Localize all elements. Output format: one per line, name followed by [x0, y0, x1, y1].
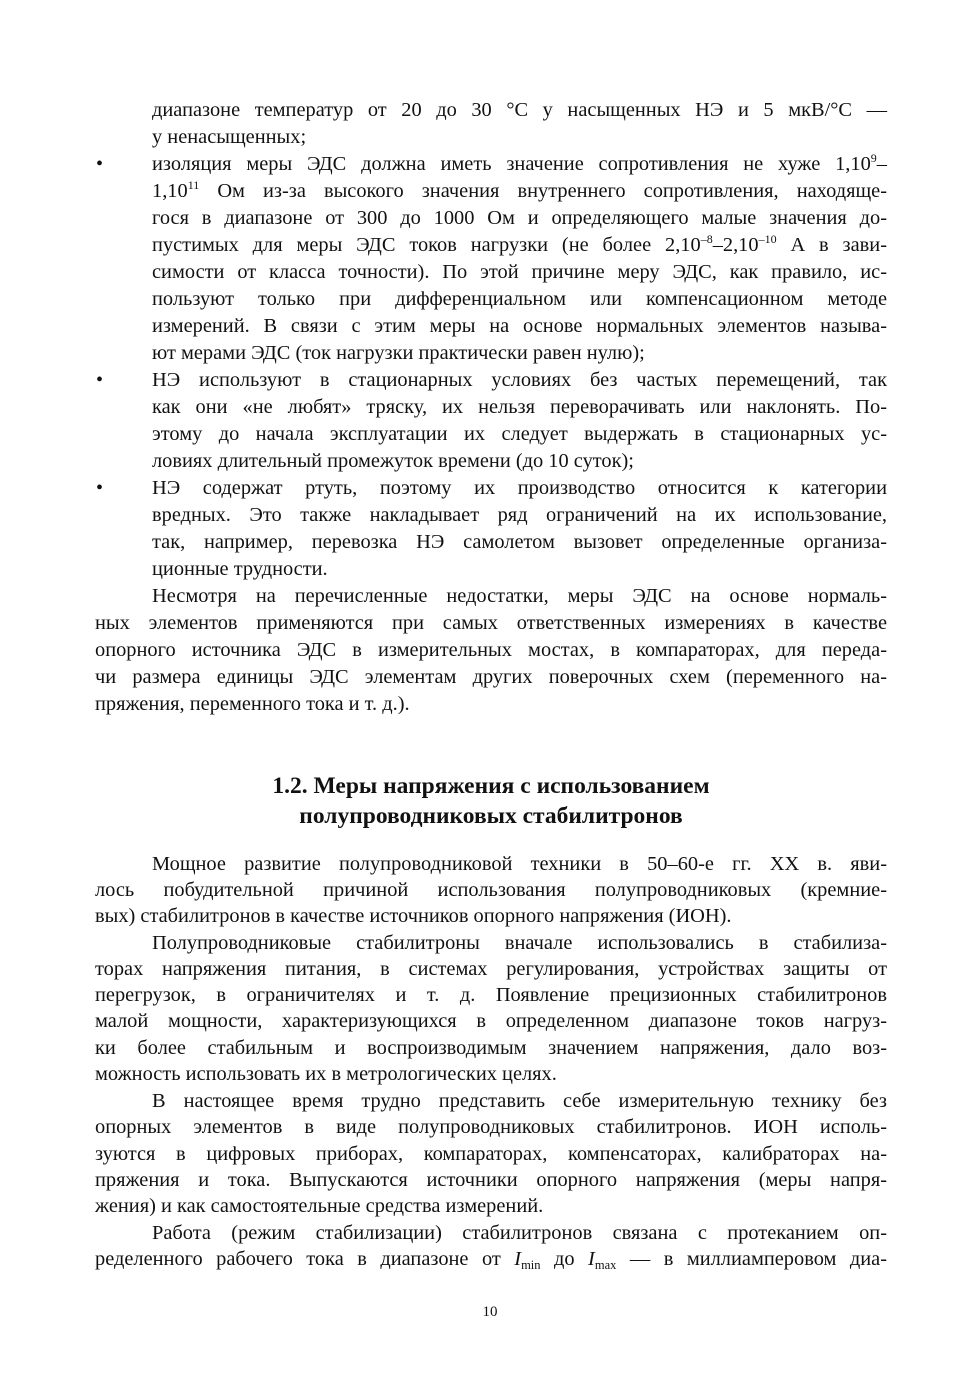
text-line: чи размера единицы ЭДС элементам других поверочных схем (переменного на- [95, 666, 887, 688]
text-line: лось побудительной причиной использования полупроводниковых (кремние- [95, 879, 887, 901]
text-line: В настоящее время трудно представить себе измерительную технику без [152, 1090, 887, 1112]
section-heading: полупроводниковых стабилитронов [299, 803, 683, 829]
text-line: 1,10$^{11}$ Ом из-за высокого значения внутреннего сопротивления, находяще- [152, 178, 887, 202]
bullet-marker: • [96, 477, 104, 499]
text-line: пустимых для меры ЭДС токов нагрузки (не более $2,10^{-8}-2,10^{-10}$ А в зави- [152, 232, 887, 256]
text-line: пряжения, переменного тока и т. д.). [95, 693, 410, 715]
text-line: можность использовать их в метрологических целях. [95, 1063, 557, 1085]
text-line: изоляция меры ЭДС должна иметь значение сопротивления не хуже 1,10$^9$– [152, 151, 887, 175]
text-line: НЭ используют в стационарных условиях без частых перемещений, так [152, 369, 887, 391]
text-line: этому до начала эксплуатации их следует выдержать в стационарных ус- [152, 423, 887, 445]
text-line: малой мощности, характеризующихся в определенном диапазоне токов нагруз- [95, 1010, 887, 1032]
bullet-marker: • [96, 369, 104, 391]
text-line: Работа (режим стабилизации) стабилитронов связана с протеканием оп- [152, 1222, 887, 1244]
text-line: ределенного рабочего тока в диапазоне от $I_{min}$ до $I_{max}$ — в миллиамперовом диа- [95, 1248, 888, 1272]
text-line: гося в диапазоне от 300 до 1000 Ом и определяющего малые значения до- [152, 207, 887, 229]
text-line: Несмотря на перечисленные недостатки, меры ЭДС на основе нормаль- [152, 585, 887, 607]
text-line: ют мерами ЭДС (ток нагрузки практически равен нулю); [152, 342, 645, 364]
text-line: опорного источника ЭДС в измерительных мостах, в компараторах, для переда- [95, 639, 887, 661]
text-line: диапазоне температур от 20 до 30 °С у насыщенных НЭ и 5 мкВ/°С — [152, 99, 887, 121]
text-line: так, например, перевозка НЭ самолетом вызовет определенные организа- [152, 531, 887, 553]
text-line: опорных элементов в виде полупроводниковых стабилитронов. ИОН исполь- [95, 1116, 887, 1138]
text-line: перегрузок, в ограничителях и т. д. Появление прецизионных стабилитронов [95, 984, 887, 1006]
bullet-marker: • [96, 153, 104, 175]
text-line: как они «не любят» тряску, их нельзя переворачивать или наклонять. По- [152, 396, 887, 418]
text-line: у ненасыщенных; [152, 126, 307, 148]
text-line: жения) и как самостоятельные средства измерений. [95, 1195, 544, 1217]
text-line: Полупроводниковые стабилитроны вначале использовались в стабилиза- [152, 932, 887, 954]
text-line: симости от класса точности). По этой причине меру ЭДС, как правило, ис- [152, 261, 887, 283]
text-line: ных элементов применяются при самых ответственных измерениях в качестве [95, 612, 887, 634]
text-line: НЭ содержат ртуть, поэтому их производство относится к категории [152, 477, 887, 499]
text-line: зуются в цифровых приборах, компараторах, компенсаторах, калибраторах на- [95, 1143, 887, 1165]
text-line: ционные трудности. [152, 558, 328, 580]
text-line: вредных. Это также накладывает ряд ограничений на их использование, [152, 504, 887, 526]
text-line: измерений. В связи с этим меры на основе нормальных элементов называ- [152, 315, 887, 337]
section-heading: 1.2. Меры напряжения с использованием [272, 773, 710, 799]
page-number: 10 [482, 1304, 498, 1320]
text-line: Мощное развитие полупроводниковой техники в 50–60-е гг. XX в. яви- [152, 853, 887, 875]
text-line: вых) стабилитронов в качестве источников опорного напряжения (ИОН). [95, 905, 732, 927]
text-line: ки более стабильным и воспроизводимым значением напряжения, дало воз- [95, 1037, 887, 1059]
text-line: пользуют только при дифференциальном или компенсационном методе [152, 288, 887, 310]
text-line: ловиях длительный промежуток времени (до 10 суток); [152, 450, 634, 472]
text-line: пряжения и тока. Выпускаются источники опорного напряжения (меры напря- [95, 1169, 887, 1191]
text-line: торах напряжения питания, в системах регулирования, устройствах защиты от [95, 958, 887, 980]
